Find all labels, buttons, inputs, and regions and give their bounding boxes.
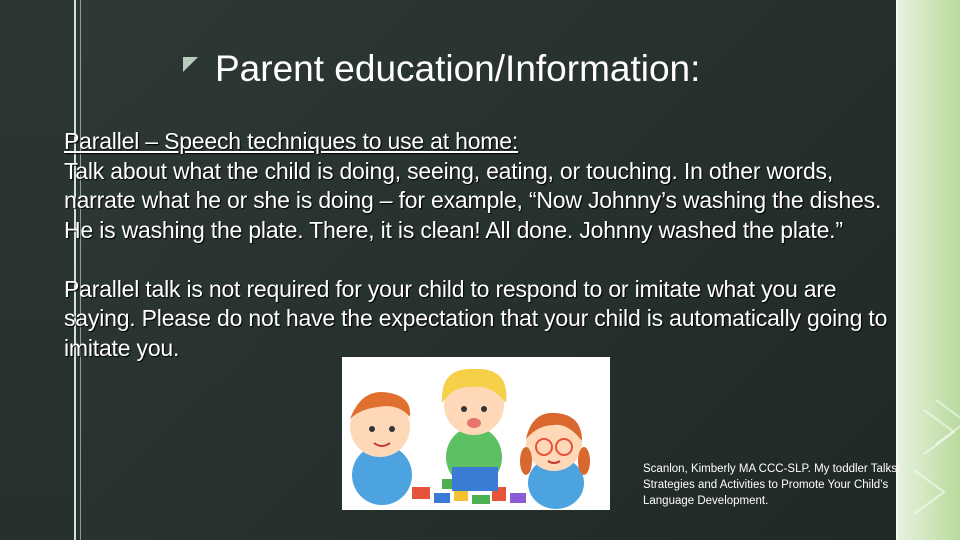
citation-text: Scanlon, Kimberly MA CCC-SLP. My toddler Talks: Strategies and Activities to Promote Your Child’s Language Development. [643, 463, 901, 507]
children-playing-image [342, 357, 610, 510]
paragraph-parallel-talk-expectation: Parallel talk is not required for your child to respond to or imitate what you are saying. Please do not have the expectation that your child is automatically going to imitate you. [64, 275, 888, 361]
section-heading: Parallel – Speech techniques to use at home: [64, 128, 519, 154]
chevron-pattern-icon [896, 0, 960, 540]
title-bullet-icon [183, 57, 198, 72]
slide-title: Parent education/Information: [215, 48, 701, 89]
right-decorative-strip [896, 0, 960, 540]
slide-body [64, 127, 894, 363]
paragraph-parallel-talk-description: Talk about what the child is doing, seeing, eating, or touching. In other words, narrate what he or she is doing – for example, “Now Johnny’s washing the dishes. He is washing the plate. There, it is clean! All done. Johnny washed the plate.” [64, 157, 882, 243]
children-playing-illustration [342, 357, 610, 510]
